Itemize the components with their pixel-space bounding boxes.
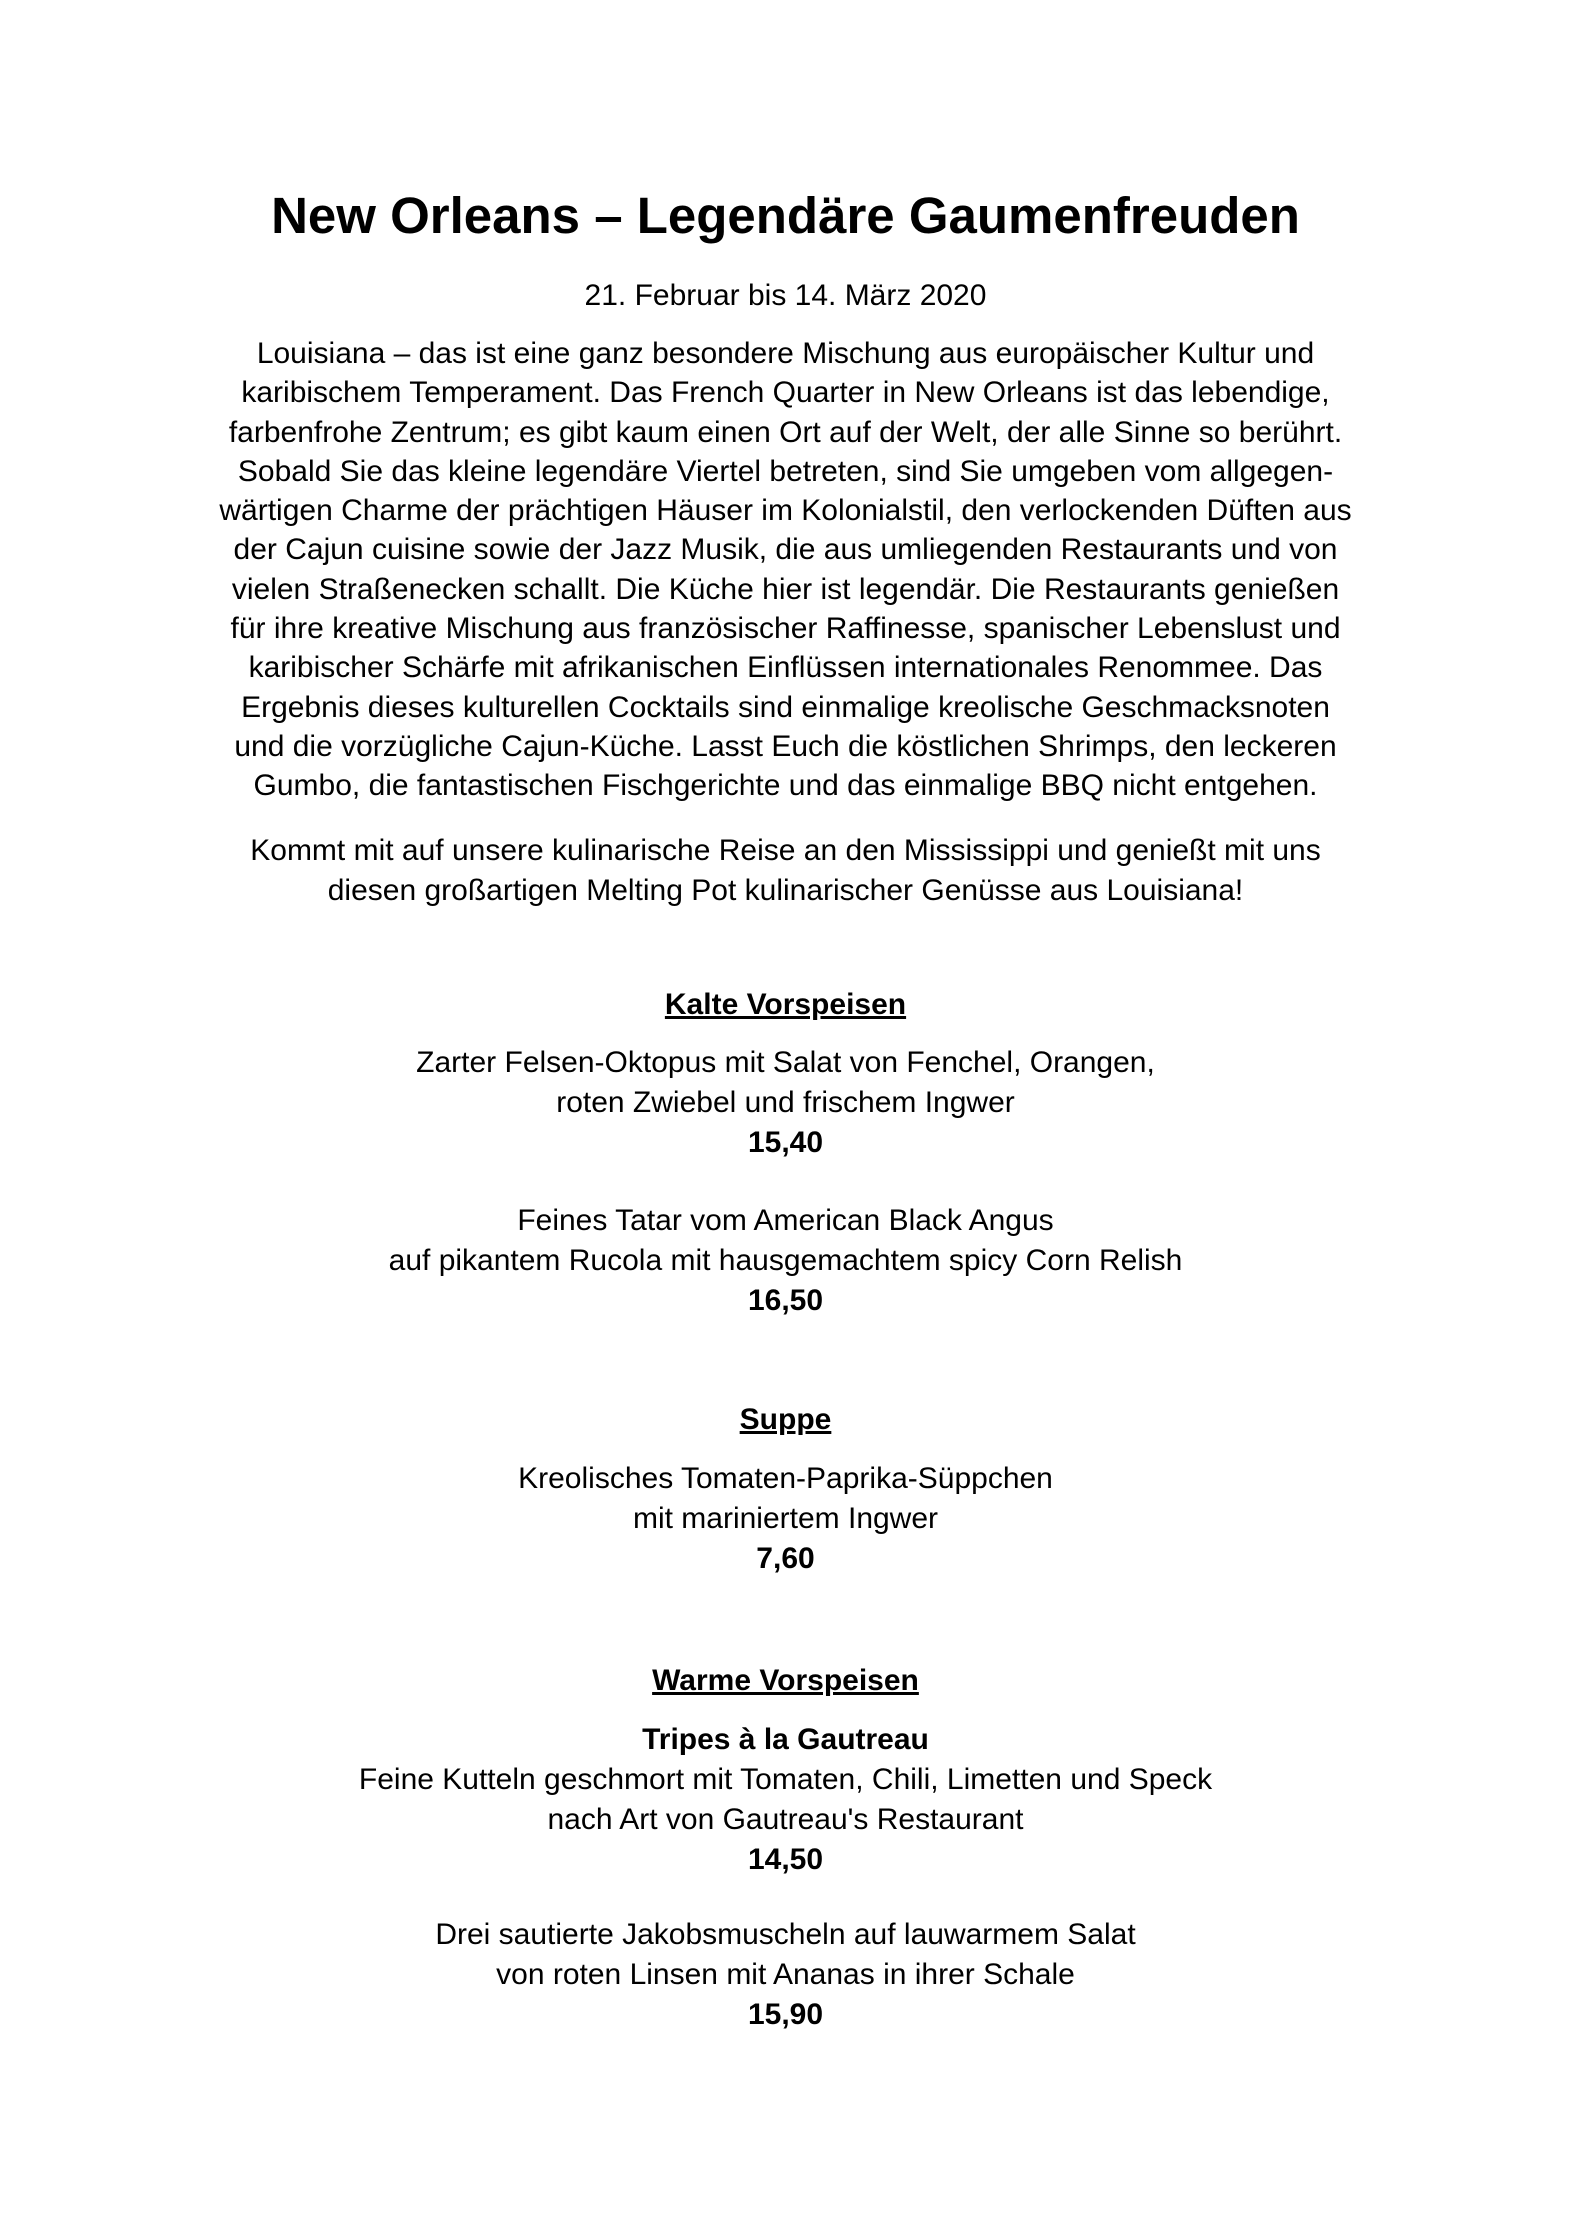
dish-description-line: Feine Kutteln geschmort mit Tomaten, Chili, Limetten und Speck (358, 1763, 1213, 1796)
intro-line: karibischer Schärfe mit afrikanischen Einflüssen internationales Renommee. Das (248, 651, 1323, 685)
dish-description-line: mit mariniertem Ingwer (632, 1502, 939, 1535)
closing-paragraph (180, 831, 1391, 911)
dish-price: 7,60 (756, 1542, 815, 1575)
intro-line: Ergebnis dieses kulturellen Cocktails sind einmalige kreolische Geschmacksnoten (241, 690, 1330, 724)
dish-item (0, 1915, 1571, 2035)
intro-line: vielen Straßenecken schallt. Die Küche hier ist legendär. Die Restaurants genießen (231, 572, 1340, 606)
dish-description-line: nach Art von Gautreau's Restaurant (547, 1803, 1024, 1836)
dish-description-line: Kreolisches Tomaten-Paprika-Süppchen (518, 1462, 1053, 1495)
closing-line: Kommt mit auf unsere kulinarische Reise an den Mississippi und genießt mit uns (250, 834, 1321, 867)
section-heading-kalte-vorspeisen: Kalte Vorspeisen (664, 988, 907, 1021)
event-dates: 21. Februar bis 14. März 2020 (584, 279, 987, 312)
dish-description-line: auf pikantem Rucola mit hausgemachtem spicy Corn Relish (388, 1244, 1183, 1277)
dish-description-line: Zarter Felsen-Oktopus mit Salat von Fenchel, Orangen, (416, 1046, 1155, 1079)
dish-description-line: von roten Linsen mit Ananas in ihrer Schale (496, 1958, 1075, 1991)
intro-line: Gumbo, die fantastischen Fischgerichte und das einmalige BBQ nicht entgehen. (253, 769, 1318, 803)
dish-item (0, 1201, 1571, 1321)
dish-item (0, 1720, 1571, 1880)
dish-description-line: Feines Tatar vom American Black Angus (517, 1204, 1054, 1237)
intro-paragraph (180, 334, 1391, 806)
intro-line: wärtigen Charme der prächtigen Häuser im Kolonialstil, den verlockenden Düften aus (219, 494, 1352, 528)
dish-item (0, 1459, 1571, 1579)
intro-line: der Cajun cuisine sowie der Jazz Musik, die aus umliegenden Restaurants und von (233, 533, 1338, 567)
intro-line: für ihre kreative Mischung aus französischer Raffinesse, spanischer Lebenslust und (230, 612, 1341, 646)
dish-description-line: Drei sautierte Jakobsmuscheln auf lauwarmem Salat (435, 1918, 1136, 1951)
dish-item (0, 1043, 1571, 1163)
dish-price: 15,40 (747, 1126, 824, 1159)
intro-line: farbenfrohe Zentrum; es gibt kaum einen Ort auf der Welt, der alle Sinne so berührt. (228, 415, 1343, 449)
dish-price: 15,90 (747, 1998, 824, 2031)
dish-name: Tripes à la Gautreau (642, 1723, 929, 1756)
intro-line: karibischem Temperament. Das French Quarter in New Orleans ist das lebendige, (241, 376, 1330, 410)
section-heading-suppe: Suppe (739, 1403, 832, 1436)
closing-line: diesen großartigen Melting Pot kulinarischer Genüsse aus Louisiana! (327, 874, 1244, 907)
intro-line: und die vorzügliche Cajun-Küche. Lasst Euch die köstlichen Shrimps, den leckeren (234, 729, 1337, 763)
intro-line: Louisiana – das ist eine ganz besondere Mischung aus europäischer Kultur und (256, 337, 1315, 370)
dish-price: 14,50 (747, 1843, 824, 1876)
dish-description-line: roten Zwiebel und frischem Ingwer (556, 1086, 1015, 1119)
intro-line: Sobald Sie das kleine legendäre Viertel betreten, sind Sie umgeben vom allgegen- (237, 454, 1334, 488)
page-title: New Orleans – Legendäre Gaumenfreuden (271, 187, 1300, 244)
dish-price: 16,50 (747, 1284, 824, 1317)
section-heading-warme-vorspeisen: Warme Vorspeisen (652, 1664, 919, 1697)
